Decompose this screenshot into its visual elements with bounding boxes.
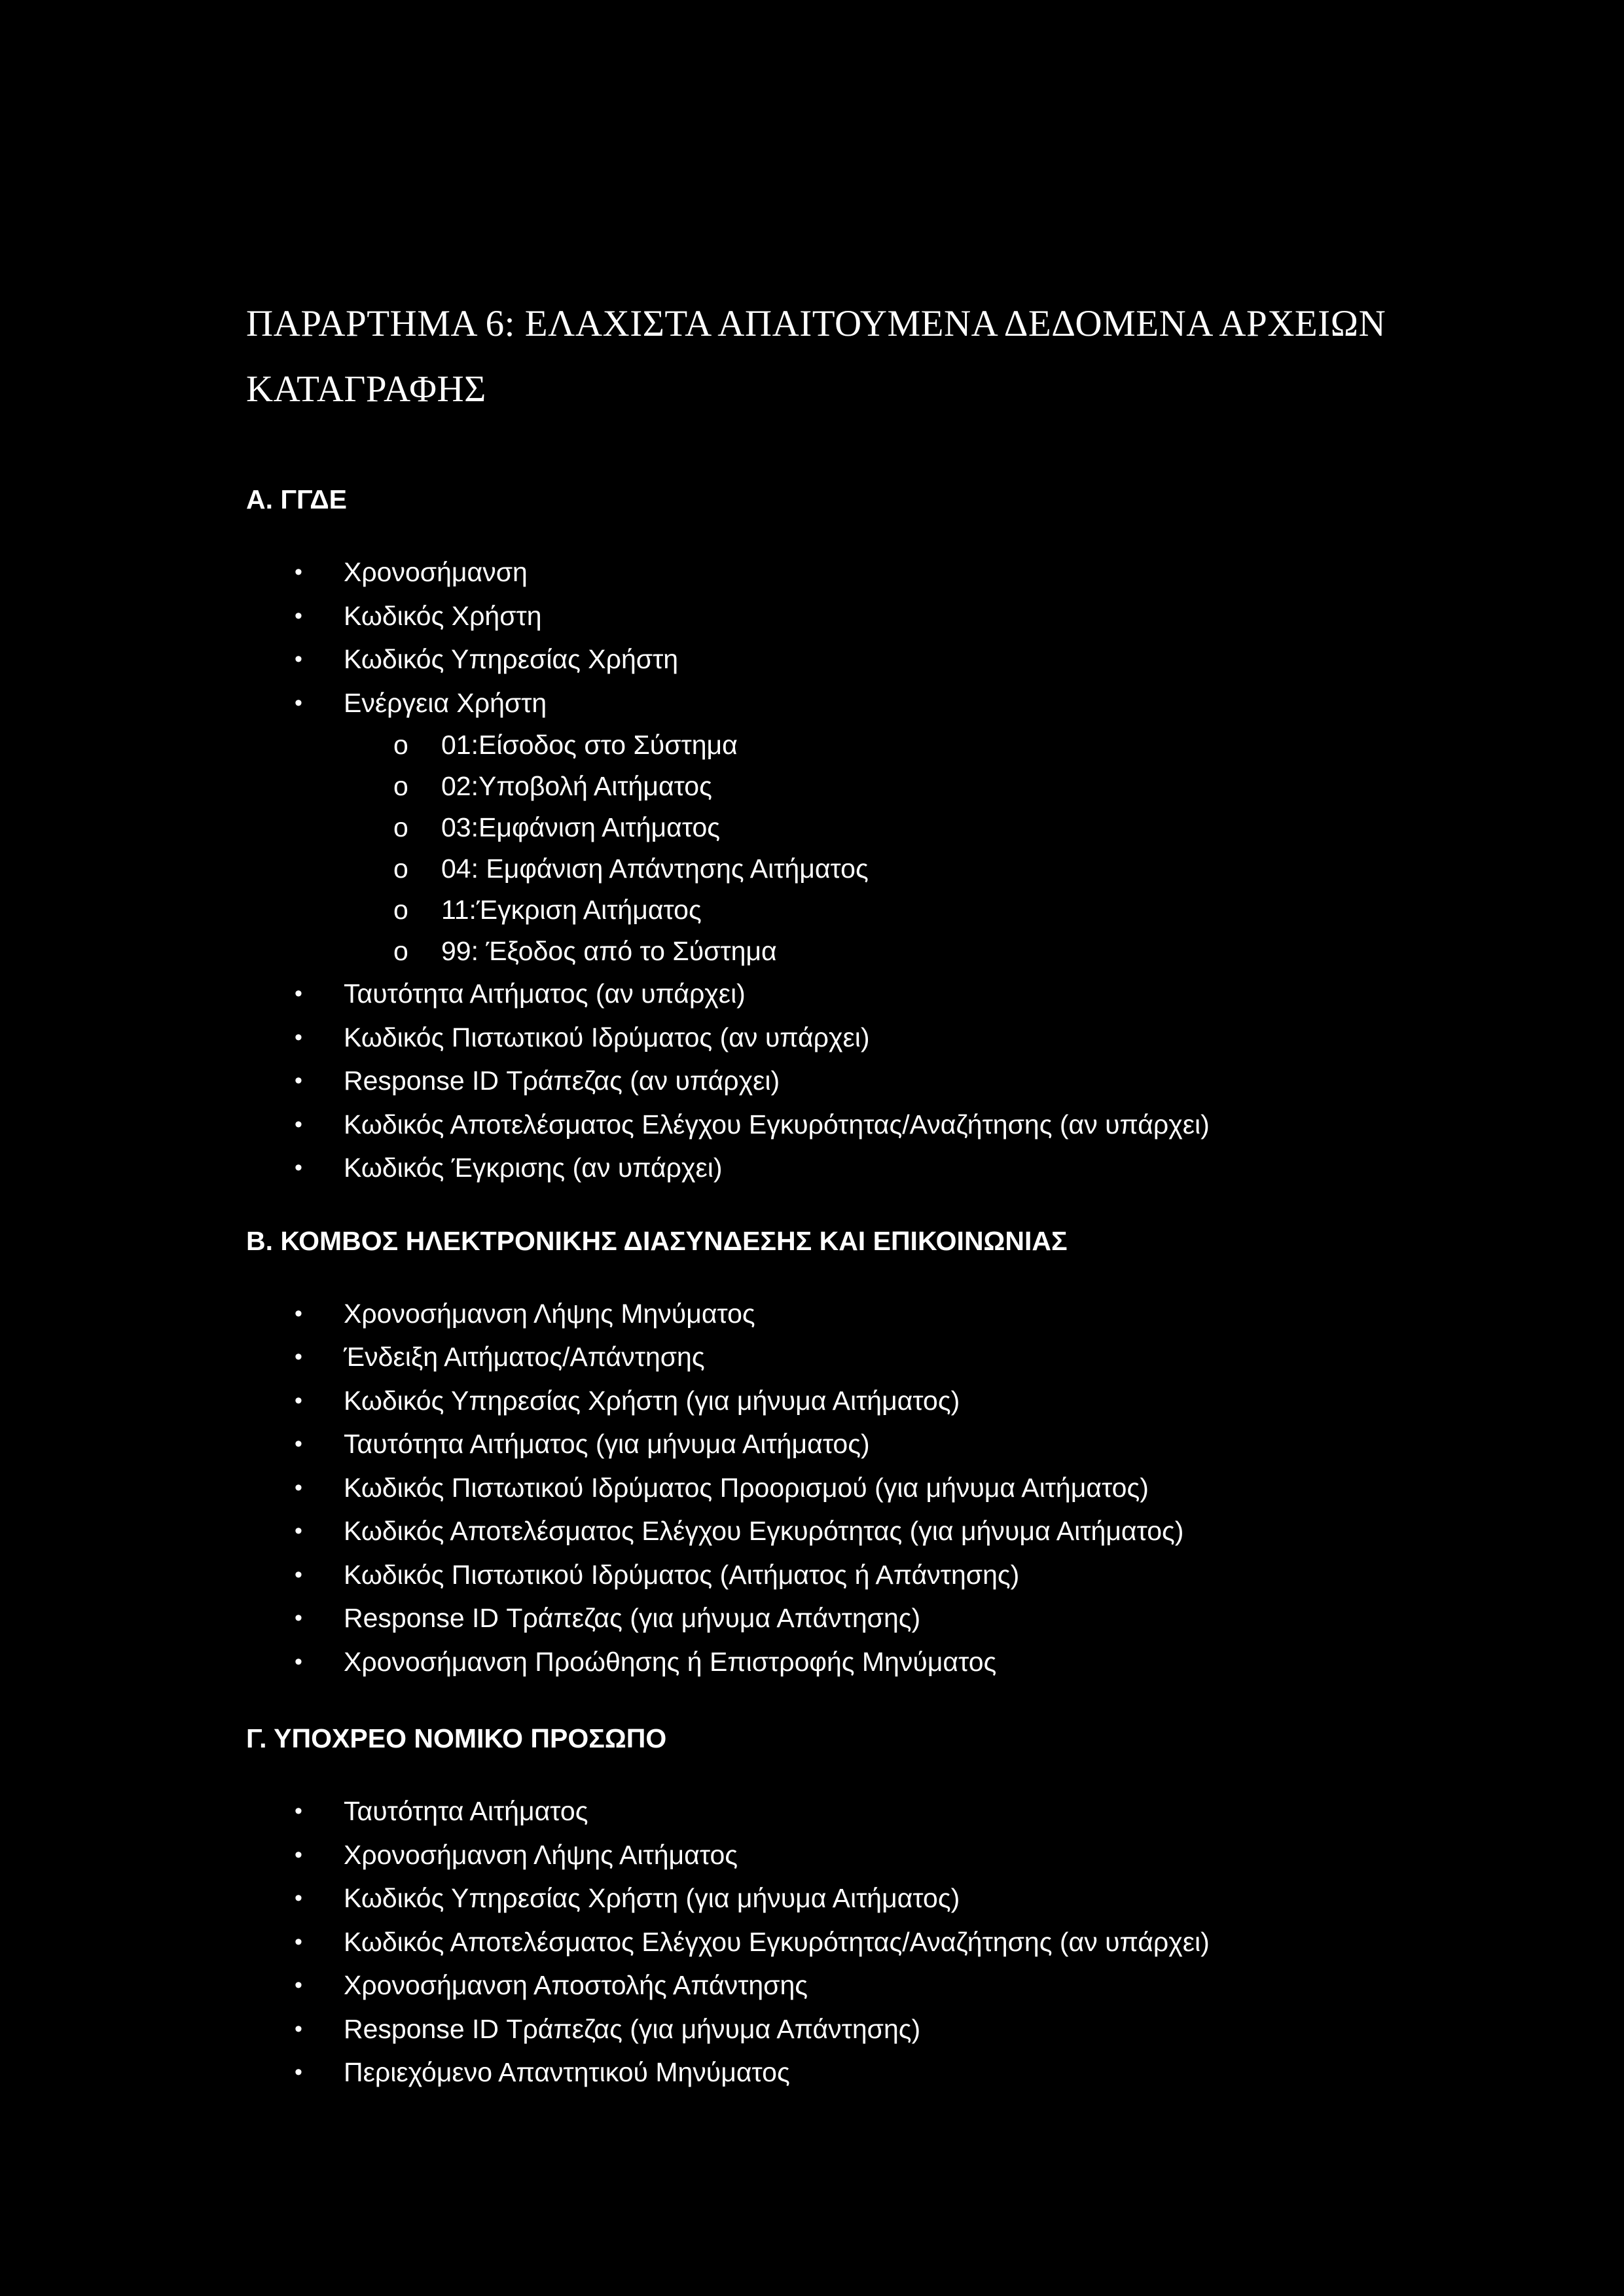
bullet-icon: • [295,2016,302,2041]
list-item-text: Response ID Τράπεζας (αν υπάρχει) [344,1066,780,1096]
bullet-icon: • [295,1886,302,1910]
document-title-line-1: ΠΑΡΑΡΤΗΜΑ 6: ΕΛΑΧΙΣΤΑ ΑΠΑΙΤΟΥΜΕΝΑ ΔΕΔΟΜΕΝΑ ΑΡΧΕΙΩΝ [246,303,1386,344]
sub-list-item-text: 02:Υποβολή Αιτήματος [441,771,712,801]
list-item [246,1789,1424,1833]
section-a-list [246,550,1424,725]
bullet-icon: • [295,1024,302,1050]
list-item-text: Κωδικός Πιστωτικού Ιδρύματος (αν υπάρχει) [344,1022,870,1052]
list-item-text: Κωδικός Υπηρεσίας Χρήστη [344,644,679,674]
list-item [246,1103,1424,1147]
list-item-text: Κωδικός Χρήστη [344,600,542,631]
bullet-icon: • [295,1929,302,1954]
section-b-heading: Β. ΚΟΜΒΟΣ ΗΛΕΚΤΡΟΝΙΚΗΣ ΔΙΑΣΥΝΔΕΣΗΣ ΚΑΙ ΕΠΙΚΟΙΝΩΝΙΑΣ [246,1225,1068,1256]
list-item [246,637,1424,681]
bullet-icon: • [295,1068,302,1093]
bullet-icon: • [295,1431,302,1456]
list-item [246,1553,1424,1597]
list-item-text: Response ID Τράπεζας (για μήνυμα Απάντησης) [344,1603,921,1633]
list-item-text: Περιεχόμενο Απαντητικού Μηνύματος [344,2057,790,2087]
list-item [246,1292,1424,1336]
sub-list-item-text: 11:Έγκριση Αιτήματος [441,895,702,925]
section-c-list [246,1789,1424,2094]
document-title [246,291,1424,422]
list-item-text: Κωδικός Έγκρισης (αν υπάρχει) [344,1153,723,1183]
bullet-icon: • [295,1155,302,1180]
sub-list-item [246,725,1424,766]
list-item-text: Κωδικός Υπηρεσίας Χρήστη (για μήνυμα Αιτήματος) [344,1883,960,1913]
bullet-icon: • [295,2060,302,2085]
sub-list-item [246,931,1424,972]
list-item [246,1964,1424,2007]
document-title-line-2: ΚΑΤΑΓΡΑΦΗΣ [246,368,486,410]
list-item [246,972,1424,1016]
bullet-icon: • [295,1344,302,1369]
list-item-text: Χρονοσήμανση Προώθησης ή Επιστροφής Μηνύματος [344,1646,997,1677]
list-item [246,1379,1424,1423]
list-item [246,1876,1424,1920]
list-item-text: Κωδικός Αποτελέσματος Ελέγχου Εγκυρότητας/Αναζήτησης (αν υπάρχει) [344,1926,1210,1957]
list-item [246,1833,1424,1877]
list-item [246,550,1424,594]
section-a-heading: Α. ΓΓΔΕ [246,484,348,514]
list-item-text: Χρονοσήμανση Λήψης Αιτήματος [344,1839,738,1870]
bullet-icon: • [295,560,302,584]
list-item-text: Ταυτότητα Αιτήματος (για μήνυμα Αιτήματος) [344,1429,870,1459]
list-item-text: Κωδικός Υπηρεσίας Χρήστη (για μήνυμα Αιτήματος) [344,1385,960,1416]
sub-list-item [246,848,1424,889]
document-page [246,291,1424,2094]
bullet-icon: • [295,603,302,628]
list-item-text: Ταυτότητα Αιτήματος [344,1796,588,1826]
circle-bullet-icon: o [393,812,408,842]
bullet-icon: • [295,1605,302,1630]
list-item-text: Κωδικός Πιστωτικού Ιδρύματος (Αιτήματος ή Απάντησης) [344,1559,1020,1590]
circle-bullet-icon: o [393,730,408,760]
section-c-heading: Γ. ΥΠΟΧΡΕΟ ΝΟΜΙΚΟ ΠΡΟΣΩΠΟ [246,1723,667,1753]
bullet-icon: • [295,1475,302,1500]
list-item [246,1596,1424,1640]
list-item [246,1335,1424,1379]
sub-list-item [246,889,1424,931]
list-item [246,594,1424,638]
section-b-list [246,1292,1424,1684]
bullet-icon: • [295,1649,302,1674]
bullet-icon: • [295,1973,302,1998]
circle-bullet-icon: o [393,936,408,966]
sub-list-item-text: 01:Είσοδος στο Σύστημα [441,730,738,760]
list-item-text: Χρονοσήμανση [344,557,528,587]
sub-list-item-text: 04: Εμφάνιση Απάντησης Αιτήματος [441,853,869,884]
list-item [246,1059,1424,1103]
list-item-text: Ταυτότητα Αιτήματος (αν υπάρχει) [344,978,746,1009]
list-item [246,1016,1424,1060]
bullet-icon: • [295,1842,302,1867]
bullet-icon: • [295,1111,302,1137]
list-item-text: Κωδικός Αποτελέσματος Ελέγχου Εγκυρότητας/Αναζήτησης (αν υπάρχει) [344,1109,1210,1139]
bullet-icon: • [295,1388,302,1413]
circle-bullet-icon: o [393,853,408,884]
list-item [246,2007,1424,2051]
list-item [246,1146,1424,1190]
sub-list-item-text: 03:Εμφάνιση Αιτήματος [441,812,721,842]
sub-list-item [246,807,1424,848]
list-item [246,681,1424,725]
circle-bullet-icon: o [393,771,408,801]
list-item-text: Χρονοσήμανση Λήψης Μηνύματος [344,1298,755,1329]
circle-bullet-icon: o [393,895,408,925]
list-item [246,1466,1424,1510]
list-item-text: Κωδικός Πιστωτικού Ιδρύματος Προορισμού (για μήνυμα Αιτήματος) [344,1472,1149,1503]
list-item-text: Ένδειξη Αιτήματος/Απάντησης [344,1342,705,1372]
bullet-icon: • [295,647,302,672]
list-item-text: Response ID Τράπεζας (για μήνυμα Απάντησης) [344,2013,921,2044]
bullet-icon: • [295,1562,302,1587]
section-a-list-continued [246,972,1424,1190]
list-item [246,1422,1424,1466]
bullet-icon: • [295,1300,302,1326]
bullet-icon: • [295,1799,302,1823]
list-item [246,1509,1424,1553]
list-item [246,2051,1424,2094]
list-item [246,1640,1424,1684]
bullet-icon: • [295,981,302,1006]
list-item-text: Ενέργεια Χρήστη [344,687,547,718]
bullet-icon: • [295,1518,302,1543]
list-item-text: Κωδικός Αποτελέσματος Ελέγχου Εγκυρότητας (για μήνυμα Αιτήματος) [344,1516,1184,1546]
list-item [246,1920,1424,1964]
sub-list-item [246,766,1424,807]
list-item-text: Χρονοσήμανση Αποστολής Απάντησης [344,1970,808,2000]
bullet-icon: • [295,690,302,715]
section-a-sublist [246,725,1424,972]
sub-list-item-text: 99: Έξοδος από το Σύστημα [441,936,777,966]
